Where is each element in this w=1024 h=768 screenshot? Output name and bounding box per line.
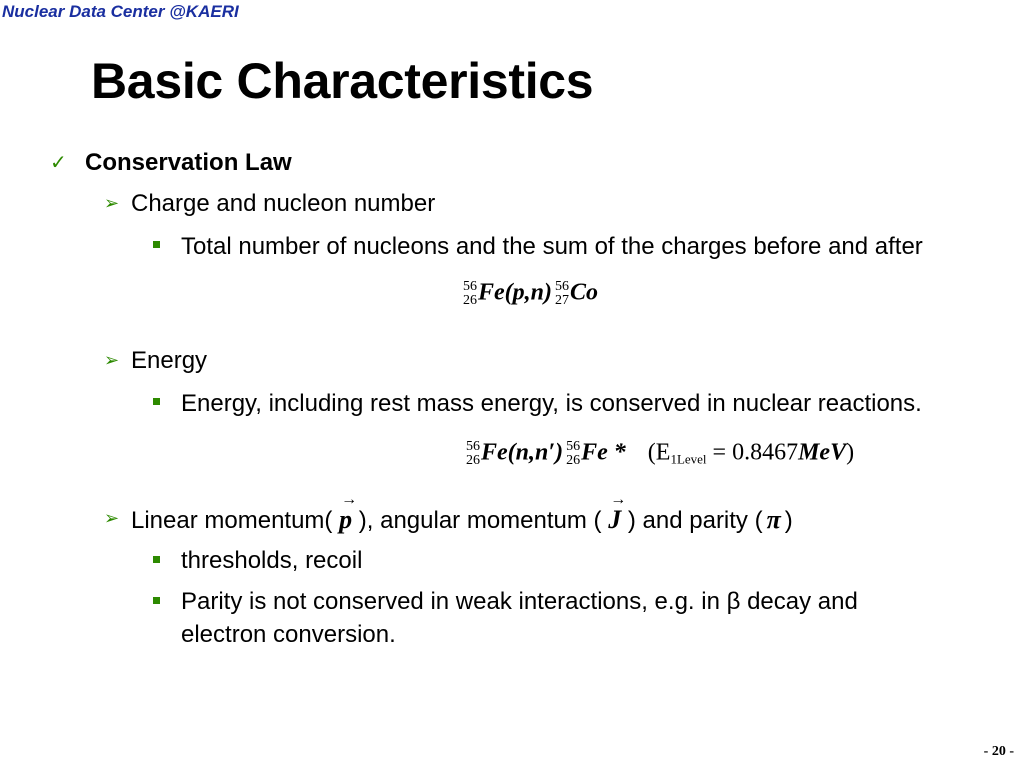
arrow-bullet-icon: ➢ bbox=[104, 350, 120, 370]
item-momentum-bullet-1: thresholds, recoil bbox=[181, 547, 363, 574]
arrow-bullet-icon: ➢ bbox=[104, 508, 120, 528]
pi-symbol: π bbox=[766, 505, 781, 534]
square-bullet-icon bbox=[153, 556, 160, 563]
header-org: Nuclear Data Center @KAERI bbox=[2, 2, 239, 21]
item-momentum-bullet-2: Parity is not conserved in weak interactions, e.g. in β decay and electron conversion. bbox=[181, 588, 858, 648]
square-bullet-icon bbox=[153, 241, 160, 248]
arrow-bullet-icon: ➢ bbox=[104, 193, 120, 213]
page-number: - 20 - bbox=[983, 744, 1014, 759]
vector-j-symbol: → J bbox=[608, 505, 621, 535]
check-icon: ✓ bbox=[50, 152, 67, 174]
equation-fe-nn-fe: 56 26 Fe(n,n′) 56 26 $Fe * (E_{1Level} = 0.8467MeV)$ bbox=[466, 439, 855, 468]
slide-title: Basic Characteristics bbox=[91, 53, 594, 109]
equation-fe-pn-co: 56 26 Fe(p,n) 56 27 Co bbox=[463, 279, 599, 308]
square-bullet-icon bbox=[153, 398, 160, 405]
heading-conservation-law: Conservation Law bbox=[85, 149, 292, 176]
square-bullet-icon bbox=[153, 597, 160, 604]
vector-p-symbol: → p bbox=[339, 505, 352, 535]
item-charge-bullet: Total number of nucleons and the sum of the charges before and after bbox=[181, 233, 923, 260]
item-energy-label: Energy bbox=[131, 347, 208, 374]
item-charge-label: Charge and nucleon number bbox=[131, 190, 436, 217]
item-energy-bullet: Energy, including rest mass energy, is conserved in nuclear reactions. bbox=[181, 390, 922, 417]
item-momentum-label: Linear momentum( → p ), angular momentum ( → J ) and parity ( π ) bbox=[131, 505, 793, 535]
